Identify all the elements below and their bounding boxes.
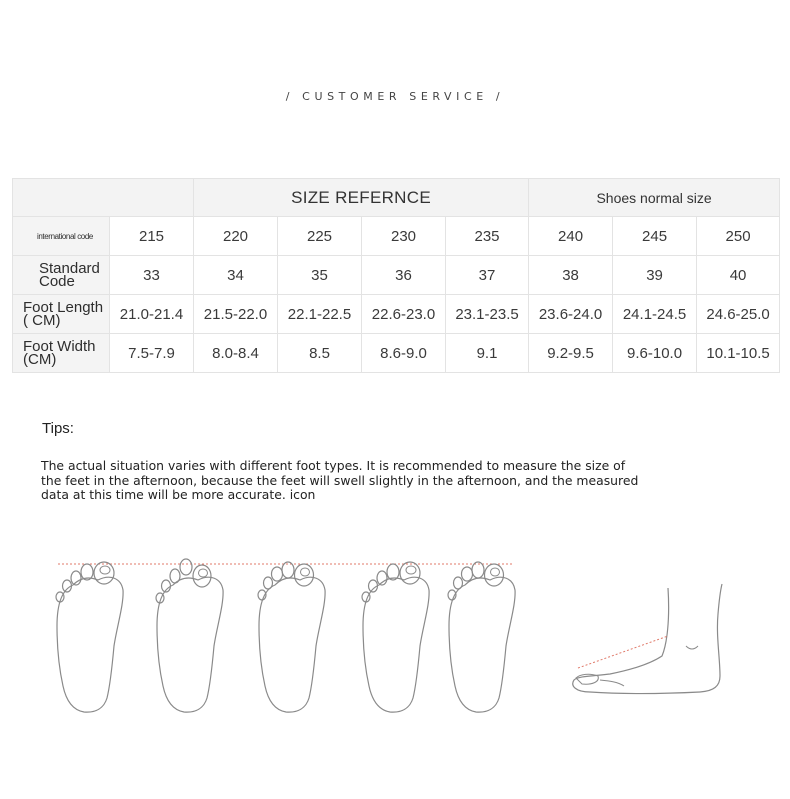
row-label-foot-length: Foot Length ( CM) — [13, 295, 110, 334]
table-cell: 225 — [278, 217, 362, 256]
table-cell: 7.5-7.9 — [110, 334, 194, 373]
table-cell: 240 — [529, 217, 613, 256]
table-cell: 9.2-9.5 — [529, 334, 613, 373]
table-row — [13, 295, 780, 334]
table-cell: 35 — [278, 256, 362, 295]
table-cell: 8.0-8.4 — [194, 334, 278, 373]
table-cell: 38 — [529, 256, 613, 295]
table-note: Shoes normal size — [529, 179, 780, 217]
table-cell: 230 — [362, 217, 446, 256]
table-cell: 37 — [446, 256, 529, 295]
table-cell: 21.0-21.4 — [110, 295, 194, 334]
row-label-foot-width: Foot Width (CM) — [13, 334, 110, 373]
table-cell: 24.1-24.5 — [613, 295, 697, 334]
table-cell: 34 — [194, 256, 278, 295]
row-label-standard-code: Standard Code — [13, 256, 110, 295]
table-title-row — [13, 179, 780, 217]
table-cell: 39 — [613, 256, 697, 295]
table-cell: 23.6-24.0 — [529, 295, 613, 334]
table-cell: 36 — [362, 256, 446, 295]
table-cell: 8.5 — [278, 334, 362, 373]
table-cell: 21.5-22.0 — [194, 295, 278, 334]
size-reference-table — [12, 178, 780, 373]
table-cell: 10.1-10.5 — [697, 334, 780, 373]
table-cell: 220 — [194, 217, 278, 256]
customer-service-header: / CUSTOMER SERVICE / — [285, 90, 505, 103]
table-cell: 215 — [110, 217, 194, 256]
foot-outline-4 — [362, 562, 429, 712]
table-cell: 23.1-23.5 — [446, 295, 529, 334]
table-cell: 250 — [697, 217, 780, 256]
tips-text: The actual situation varies with different foot types. It is recommended to measure the size of the feet in the afternoon, because the feet will swell slightly in the afternoon, and the measured data at this time will be more accurate. icon — [41, 458, 639, 502]
table-cell: 24.6-25.0 — [697, 295, 780, 334]
foot-outline-3 — [258, 562, 325, 712]
table-cell: 245 — [613, 217, 697, 256]
table-cell: 9.1 — [446, 334, 529, 373]
foot-type-illustration — [0, 540, 790, 740]
foot-outline-2 — [156, 559, 223, 712]
tips-label: Tips: — [42, 420, 74, 437]
row-label-international-code: international code — [13, 217, 110, 256]
table-row — [13, 334, 780, 373]
foot-outline-5 — [448, 562, 515, 712]
table-cell: 40 — [697, 256, 780, 295]
table-cell: 9.6-10.0 — [613, 334, 697, 373]
table-row — [13, 217, 780, 256]
foot-side-view — [573, 584, 722, 694]
table-cell: 235 — [446, 217, 529, 256]
table-cell: 22.6-23.0 — [362, 295, 446, 334]
title-blank-cell — [13, 179, 194, 217]
table-title: SIZE REFERNCE — [194, 179, 529, 217]
table-cell: 22.1-22.5 — [278, 295, 362, 334]
foot-outline-1 — [56, 562, 123, 712]
table-row — [13, 256, 780, 295]
table-cell: 8.6-9.0 — [362, 334, 446, 373]
table-cell: 33 — [110, 256, 194, 295]
